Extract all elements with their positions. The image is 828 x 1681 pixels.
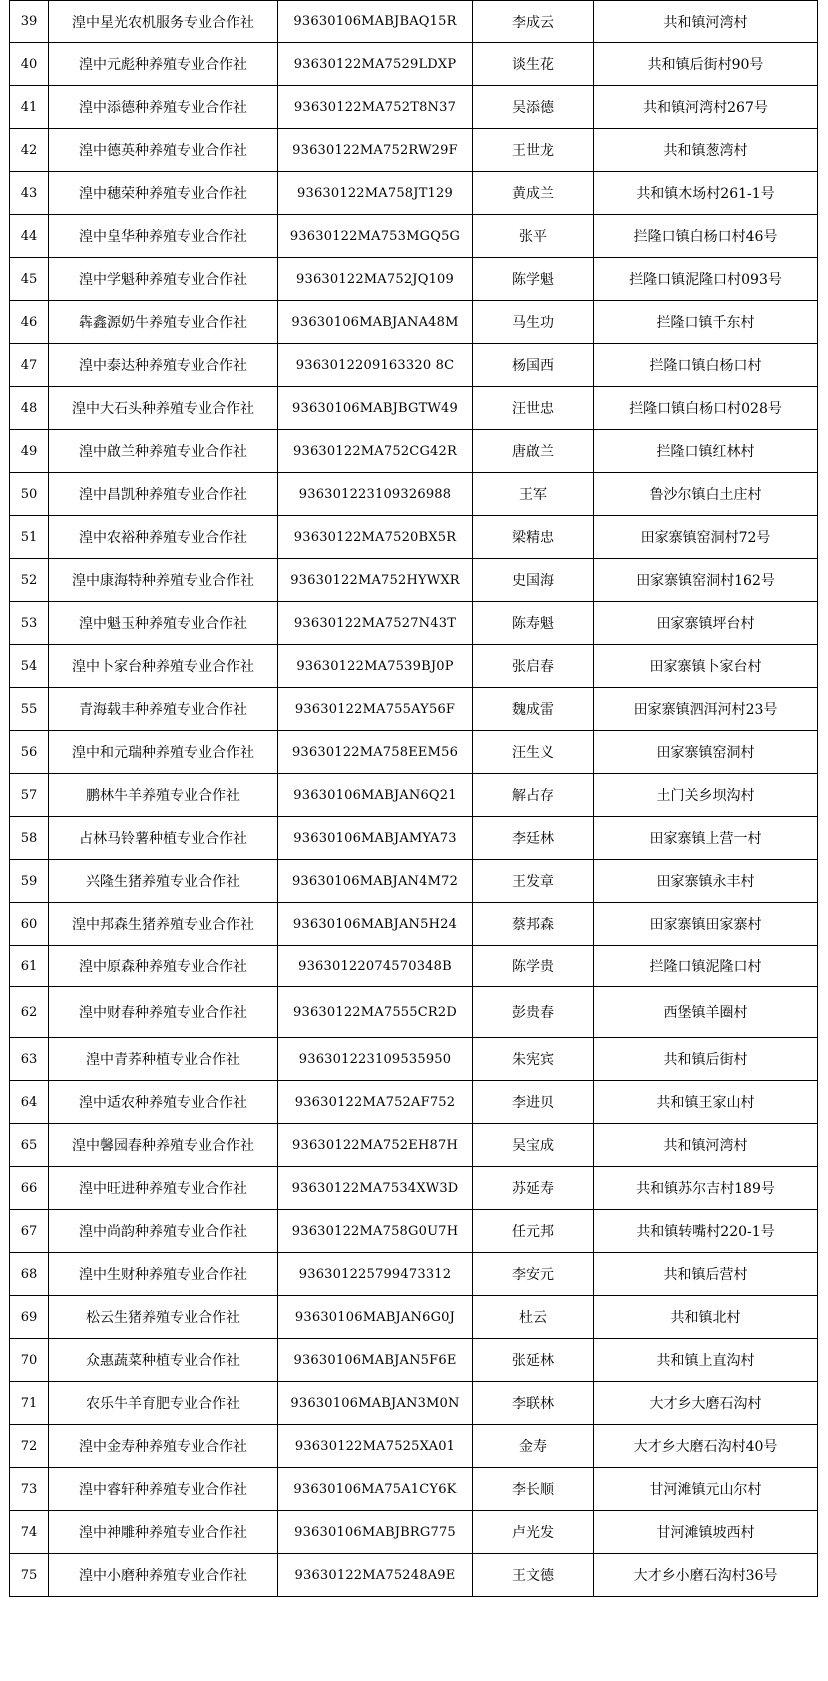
legal-representative-cell: 王文德 [473, 1554, 594, 1597]
table-row [10, 516, 818, 559]
cooperative-name-cell: 众惠蔬菜种植专业合作社 [49, 1339, 278, 1382]
row-number-cell: 65 [10, 1124, 49, 1167]
row-number-cell: 47 [10, 344, 49, 387]
credit-code-cell: 936301223109326988 [278, 473, 473, 516]
row-number-cell: 46 [10, 301, 49, 344]
legal-representative-cell: 卢光发 [473, 1511, 594, 1554]
legal-representative-cell: 张延林 [473, 1339, 594, 1382]
table-row [10, 1124, 818, 1167]
credit-code-cell: 9363012209163320 8C [278, 344, 473, 387]
cooperative-name-cell: 湟中尚韵种养殖专业合作社 [49, 1210, 278, 1253]
table-row [10, 215, 818, 258]
cooperative-name-cell: 湟中啟兰种养殖专业合作社 [49, 430, 278, 473]
table-row [10, 1468, 818, 1511]
row-number-cell: 75 [10, 1554, 49, 1597]
cooperative-name-cell: 湟中青荞种植专业合作社 [49, 1038, 278, 1081]
legal-representative-cell: 王世龙 [473, 129, 594, 172]
cooperative-name-cell: 鹏林牛羊养殖专业合作社 [49, 774, 278, 817]
legal-representative-cell: 李进贝 [473, 1081, 594, 1124]
address-cell: 拦隆口镇泥隆口村093号 [594, 258, 818, 301]
credit-code-cell: 93630122MA752HYWXR [278, 559, 473, 602]
row-number-cell: 66 [10, 1167, 49, 1210]
cooperative-name-cell: 湟中元彪种养殖专业合作社 [49, 43, 278, 86]
address-cell: 共和镇葱湾村 [594, 129, 818, 172]
cooperative-name-cell: 湟中旺进种养殖专业合作社 [49, 1167, 278, 1210]
row-number-cell: 63 [10, 1038, 49, 1081]
credit-code-cell: 93630122MA7555CR2D [278, 987, 473, 1038]
table-row [10, 430, 818, 473]
address-cell: 共和镇河湾村 [594, 1124, 818, 1167]
address-cell: 大才乡大磨石沟村40号 [594, 1425, 818, 1468]
cooperative-name-cell: 湟中生财种养殖专业合作社 [49, 1253, 278, 1296]
legal-representative-cell: 史国海 [473, 559, 594, 602]
row-number-cell: 39 [10, 1, 49, 43]
credit-code-cell: 93630122MA75248A9E [278, 1554, 473, 1597]
cooperative-name-cell: 湟中馨园春种养殖专业合作社 [49, 1124, 278, 1167]
row-number-cell: 67 [10, 1210, 49, 1253]
credit-code-cell: 93630122MA758EEM56 [278, 731, 473, 774]
credit-code-cell: 93630106MABJANA48M [278, 301, 473, 344]
cooperative-name-cell: 湟中睿轩种养殖专业合作社 [49, 1468, 278, 1511]
row-number-cell: 45 [10, 258, 49, 301]
address-cell: 共和镇后营村 [594, 1253, 818, 1296]
table-row [10, 774, 818, 817]
credit-code-cell: 93630106MABJBRG775 [278, 1511, 473, 1554]
row-number-cell: 44 [10, 215, 49, 258]
table-row [10, 817, 818, 860]
row-number-cell: 68 [10, 1253, 49, 1296]
table-row [10, 1382, 818, 1425]
credit-code-cell: 93630122MA7527N43T [278, 602, 473, 645]
legal-representative-cell: 梁精忠 [473, 516, 594, 559]
address-cell: 拦隆口镇白杨口村 [594, 344, 818, 387]
table-row [10, 903, 818, 946]
cooperative-name-cell: 湟中邦森生猪养殖专业合作社 [49, 903, 278, 946]
legal-representative-cell: 汪生义 [473, 731, 594, 774]
legal-representative-cell: 吴宝成 [473, 1124, 594, 1167]
table-body [10, 1, 818, 1597]
credit-code-cell: 93630106MABJAN6G0J [278, 1296, 473, 1339]
legal-representative-cell: 蔡邦森 [473, 903, 594, 946]
row-number-cell: 71 [10, 1382, 49, 1425]
row-number-cell: 73 [10, 1468, 49, 1511]
address-cell: 大才乡小磨石沟村36号 [594, 1554, 818, 1597]
cooperative-name-cell: 湟中皇华种养殖专业合作社 [49, 215, 278, 258]
legal-representative-cell: 李长顺 [473, 1468, 594, 1511]
legal-representative-cell: 马生功 [473, 301, 594, 344]
credit-code-cell: 93630106MABJBGTW49 [278, 387, 473, 430]
address-cell: 拦隆口镇红林村 [594, 430, 818, 473]
address-cell: 田家寨镇泗洱河村23号 [594, 688, 818, 731]
row-number-cell: 51 [10, 516, 49, 559]
cooperative-name-cell: 占林马铃薯种植专业合作社 [49, 817, 278, 860]
legal-representative-cell: 黄成兰 [473, 172, 594, 215]
table-row [10, 344, 818, 387]
row-number-cell: 58 [10, 817, 49, 860]
row-number-cell: 72 [10, 1425, 49, 1468]
row-number-cell: 52 [10, 559, 49, 602]
address-cell: 鲁沙尔镇白土庄村 [594, 473, 818, 516]
address-cell: 拦隆口镇白杨口村46号 [594, 215, 818, 258]
legal-representative-cell: 魏成雷 [473, 688, 594, 731]
credit-code-cell: 93630122MA7520BX5R [278, 516, 473, 559]
cooperative-name-cell: 湟中财春种养殖专业合作社 [49, 987, 278, 1038]
address-cell: 共和镇河湾村 [594, 1, 818, 43]
cooperative-name-cell: 湟中泰达种养殖专业合作社 [49, 344, 278, 387]
address-cell: 共和镇转嘴村220-1号 [594, 1210, 818, 1253]
table-row [10, 1210, 818, 1253]
legal-representative-cell: 李联林 [473, 1382, 594, 1425]
credit-code-cell: 93630122MA752JQ109 [278, 258, 473, 301]
table-row [10, 946, 818, 987]
table-row [10, 688, 818, 731]
credit-code-cell: 93630122MA752AF752 [278, 1081, 473, 1124]
credit-code-cell: 93630122MA753MGQ5G [278, 215, 473, 258]
table-row [10, 1081, 818, 1124]
credit-code-cell: 93630122MA7534XW3D [278, 1167, 473, 1210]
credit-code-cell: 93630106MA75A1CY6K [278, 1468, 473, 1511]
table-row [10, 987, 818, 1038]
legal-representative-cell: 苏延寿 [473, 1167, 594, 1210]
legal-representative-cell: 杜云 [473, 1296, 594, 1339]
row-number-cell: 43 [10, 172, 49, 215]
row-number-cell: 55 [10, 688, 49, 731]
table-row [10, 43, 818, 86]
row-number-cell: 53 [10, 602, 49, 645]
cooperative-name-cell: 湟中神雕种养殖专业合作社 [49, 1511, 278, 1554]
address-cell: 拦隆口镇泥隆口村 [594, 946, 818, 987]
table-row [10, 860, 818, 903]
cooperative-name-cell: 湟中适农种养殖专业合作社 [49, 1081, 278, 1124]
row-number-cell: 64 [10, 1081, 49, 1124]
address-cell: 大才乡大磨石沟村 [594, 1382, 818, 1425]
legal-representative-cell: 李廷林 [473, 817, 594, 860]
table-row [10, 1296, 818, 1339]
table-row [10, 645, 818, 688]
credit-code-cell: 93630122MA7529LDXP [278, 43, 473, 86]
row-number-cell: 74 [10, 1511, 49, 1554]
address-cell: 拦隆口镇白杨口村028号 [594, 387, 818, 430]
cooperative-list-document [9, 0, 817, 1597]
row-number-cell: 56 [10, 731, 49, 774]
row-number-cell: 57 [10, 774, 49, 817]
row-number-cell: 62 [10, 987, 49, 1038]
address-cell: 拦隆口镇千东村 [594, 301, 818, 344]
table-row [10, 1511, 818, 1554]
row-number-cell: 60 [10, 903, 49, 946]
legal-representative-cell: 唐啟兰 [473, 430, 594, 473]
table-row [10, 1167, 818, 1210]
row-number-cell: 40 [10, 43, 49, 86]
legal-representative-cell: 王发章 [473, 860, 594, 903]
address-cell: 田家寨镇坪台村 [594, 602, 818, 645]
table-row [10, 473, 818, 516]
credit-code-cell: 936301223109535950 [278, 1038, 473, 1081]
cooperative-name-cell: 湟中卜家台种养殖专业合作社 [49, 645, 278, 688]
legal-representative-cell: 张启春 [473, 645, 594, 688]
table-row [10, 1339, 818, 1382]
legal-representative-cell: 汪世忠 [473, 387, 594, 430]
credit-code-cell: 93630122MA758G0U7H [278, 1210, 473, 1253]
address-cell: 田家寨镇田家寨村 [594, 903, 818, 946]
cooperative-name-cell: 青海载丰种养殖专业合作社 [49, 688, 278, 731]
legal-representative-cell: 李安元 [473, 1253, 594, 1296]
cooperative-name-cell: 湟中农裕种养殖专业合作社 [49, 516, 278, 559]
address-cell: 甘河滩镇元山尔村 [594, 1468, 818, 1511]
address-cell: 田家寨镇卜家台村 [594, 645, 818, 688]
credit-code-cell: 93630106MABJAN6Q21 [278, 774, 473, 817]
address-cell: 共和镇后街村90号 [594, 43, 818, 86]
cooperative-name-cell: 湟中添德种养殖专业合作社 [49, 86, 278, 129]
cooperative-name-cell: 兴隆生猪养殖专业合作社 [49, 860, 278, 903]
legal-representative-cell: 陈学魁 [473, 258, 594, 301]
table-row [10, 1038, 818, 1081]
legal-representative-cell: 彭贵春 [473, 987, 594, 1038]
cooperative-name-cell: 犇鑫源奶牛养殖专业合作社 [49, 301, 278, 344]
credit-code-cell: 93630122MA7525XA01 [278, 1425, 473, 1468]
credit-code-cell: 93630106MABJAMYA73 [278, 817, 473, 860]
cooperative-name-cell: 湟中德英种养殖专业合作社 [49, 129, 278, 172]
legal-representative-cell: 王军 [473, 473, 594, 516]
cooperative-name-cell: 湟中昌凯种养殖专业合作社 [49, 473, 278, 516]
address-cell: 田家寨镇窑洞村 [594, 731, 818, 774]
address-cell: 共和镇木场村261-1号 [594, 172, 818, 215]
address-cell: 土门关乡坝沟村 [594, 774, 818, 817]
row-number-cell: 70 [10, 1339, 49, 1382]
row-number-cell: 59 [10, 860, 49, 903]
row-number-cell: 50 [10, 473, 49, 516]
credit-code-cell: 93630122MA755AY56F [278, 688, 473, 731]
table-row [10, 129, 818, 172]
table-row [10, 258, 818, 301]
legal-representative-cell: 任元邦 [473, 1210, 594, 1253]
address-cell: 田家寨镇窑洞村162号 [594, 559, 818, 602]
cooperative-name-cell: 湟中穗荣种养殖专业合作社 [49, 172, 278, 215]
cooperative-name-cell: 湟中大石头种养殖专业合作社 [49, 387, 278, 430]
cooperative-name-cell: 湟中和元瑞种养殖专业合作社 [49, 731, 278, 774]
legal-representative-cell: 谈生花 [473, 43, 594, 86]
cooperative-name-cell: 松云生猪养殖专业合作社 [49, 1296, 278, 1339]
table-row [10, 1425, 818, 1468]
credit-code-cell: 93630122MA758JT129 [278, 172, 473, 215]
table-row [10, 301, 818, 344]
legal-representative-cell: 陈寿魁 [473, 602, 594, 645]
address-cell: 田家寨镇窑洞村72号 [594, 516, 818, 559]
row-number-cell: 69 [10, 1296, 49, 1339]
address-cell: 田家寨镇永丰村 [594, 860, 818, 903]
address-cell: 西堡镇羊圈村 [594, 987, 818, 1038]
table-row [10, 172, 818, 215]
legal-representative-cell: 张平 [473, 215, 594, 258]
credit-code-cell: 93630122MA752CG42R [278, 430, 473, 473]
credit-code-cell: 93630122074570348B [278, 946, 473, 987]
cooperative-name-cell: 湟中星光农机服务专业合作社 [49, 1, 278, 43]
legal-representative-cell: 李成云 [473, 1, 594, 43]
credit-code-cell: 93630122MA752T8N37 [278, 86, 473, 129]
address-cell: 田家寨镇上营一村 [594, 817, 818, 860]
cooperative-table [9, 0, 818, 1597]
cooperative-name-cell: 湟中小磨种养殖专业合作社 [49, 1554, 278, 1597]
row-number-cell: 61 [10, 946, 49, 987]
credit-code-cell: 93630122MA7539BJ0P [278, 645, 473, 688]
credit-code-cell: 93630106MABJAN5H24 [278, 903, 473, 946]
legal-representative-cell: 朱宪宾 [473, 1038, 594, 1081]
credit-code-cell: 93630106MABJAN3M0N [278, 1382, 473, 1425]
legal-representative-cell: 金寿 [473, 1425, 594, 1468]
cooperative-name-cell: 湟中魁玉种养殖专业合作社 [49, 602, 278, 645]
cooperative-name-cell: 湟中学魁种养殖专业合作社 [49, 258, 278, 301]
table-row [10, 1, 818, 43]
credit-code-cell: 93630106MABJBAQ15R [278, 1, 473, 43]
table-row [10, 1253, 818, 1296]
address-cell: 共和镇北村 [594, 1296, 818, 1339]
address-cell: 甘河滩镇坡西村 [594, 1511, 818, 1554]
table-row [10, 387, 818, 430]
table-row [10, 1554, 818, 1597]
row-number-cell: 41 [10, 86, 49, 129]
legal-representative-cell: 解占存 [473, 774, 594, 817]
credit-code-cell: 936301225799473312 [278, 1253, 473, 1296]
address-cell: 共和镇后街村 [594, 1038, 818, 1081]
row-number-cell: 48 [10, 387, 49, 430]
row-number-cell: 49 [10, 430, 49, 473]
credit-code-cell: 93630106MABJAN5F6E [278, 1339, 473, 1382]
row-number-cell: 54 [10, 645, 49, 688]
credit-code-cell: 93630122MA752EH87H [278, 1124, 473, 1167]
table-row [10, 559, 818, 602]
cooperative-name-cell: 湟中金寿种养殖专业合作社 [49, 1425, 278, 1468]
cooperative-name-cell: 农乐牛羊育肥专业合作社 [49, 1382, 278, 1425]
legal-representative-cell: 杨国西 [473, 344, 594, 387]
address-cell: 共和镇王家山村 [594, 1081, 818, 1124]
legal-representative-cell: 吴添德 [473, 86, 594, 129]
cooperative-name-cell: 湟中原森种养殖专业合作社 [49, 946, 278, 987]
address-cell: 共和镇苏尔吉村189号 [594, 1167, 818, 1210]
credit-code-cell: 93630106MABJAN4M72 [278, 860, 473, 903]
table-row [10, 731, 818, 774]
table-row [10, 86, 818, 129]
address-cell: 共和镇上直沟村 [594, 1339, 818, 1382]
table-row [10, 602, 818, 645]
legal-representative-cell: 陈学贵 [473, 946, 594, 987]
row-number-cell: 42 [10, 129, 49, 172]
credit-code-cell: 93630122MA752RW29F [278, 129, 473, 172]
cooperative-name-cell: 湟中康海特种养殖专业合作社 [49, 559, 278, 602]
address-cell: 共和镇河湾村267号 [594, 86, 818, 129]
